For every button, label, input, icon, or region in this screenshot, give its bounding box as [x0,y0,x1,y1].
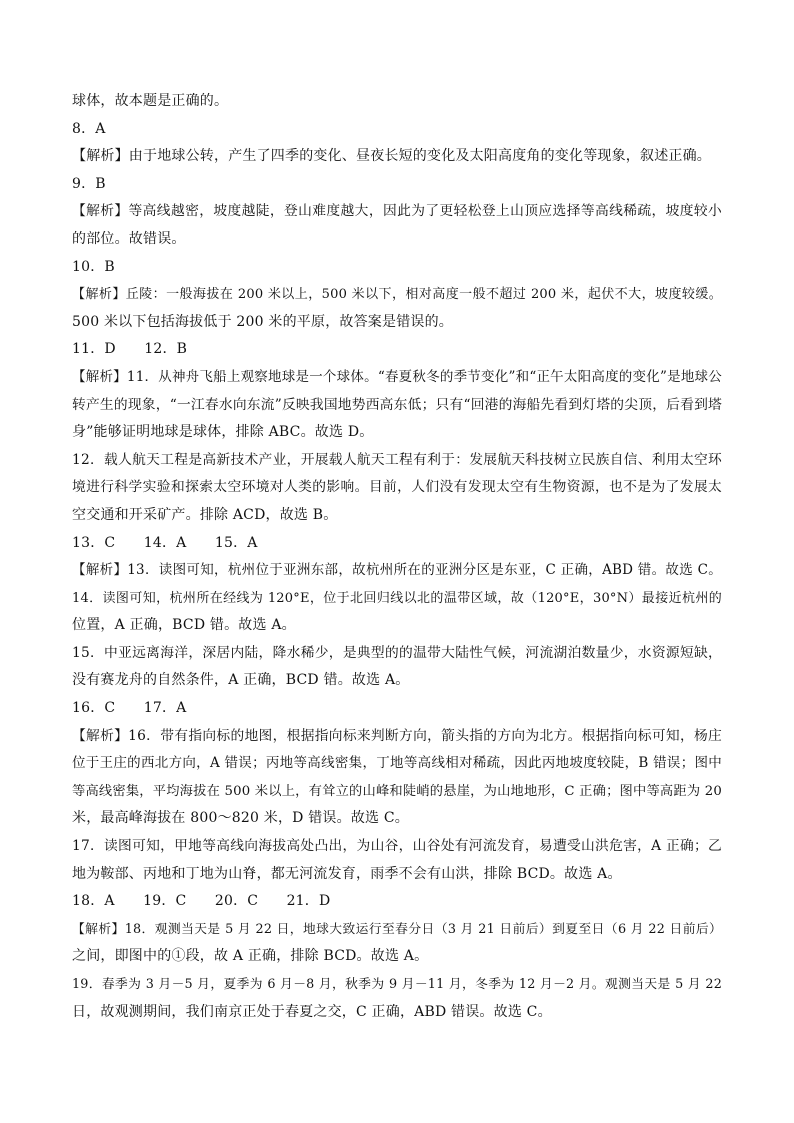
text-line: 空交通和开采矿产。排除 ACD，故选 B。 [72,506,338,523]
text-line: 位置，A 正确，BCD 错。故选 A。 [72,617,296,634]
text-line: 【解析】11．从神舟飞船上观察地球是一个球体。“春夏秋冬的季节变化”和“正午太阳高度的变化”是地球公 [72,368,722,385]
text-line: 球体，故本题是正确的。 [72,93,229,109]
text-line: 【解析】丘陵：一般海拔在 200 米以上，500 米以下，相对高度一般不超过 200 米，起伏不大，坡度较缓。 [72,287,722,303]
text-line: 地为鞍部、丙地和丁地为山脊，都无河流发育，雨季不会有山洪，排除 BCD。故选 A。 [72,865,622,882]
text-line: 17．读图可知，甲地等高线向海拔高处凸出，为山谷，山谷处有河流发育，易遭受山洪危害，A 正确；乙 [72,838,722,855]
text-line: 18．A 19．C 20．C 21．D [72,893,331,910]
text-line: 11．D 12．B [72,341,188,358]
text-line: 没有赛龙舟的自然条件，A 正确，BCD 错。故选 A。 [72,672,410,689]
text-line: 米，最高峰海拔在 800～820 米，D 错误。故选 C。 [72,810,409,827]
text-line: 500 米以下包括海拔低于 200 米的平原，故答案是错误的。 [72,313,453,330]
text-line: 10．B [72,258,115,275]
text-line: 9．B [72,175,106,192]
text-line: 【解析】16．带有指向标的地图，根据指向标来判断方向，箭头指的方向为北方。根据指向标可知，杨庄 [72,727,722,744]
text-line: 之间，即图中的①段，故 A 正确，排除 BCD。故选 A。 [72,948,429,965]
text-line: 【解析】13．读图可知，杭州位于亚洲东部，故杭州所在的亚洲分区是东亚，C 正确，ABD 错。故选 C。 [72,562,722,579]
text-line: 【解析】等高线越密，坡度越陡，登山难度越大，因此为了更轻松登上山顶应选择等高线稀疏，坡度较小 [72,203,722,220]
text-line: 14．读图可知，杭州所在经线为 120°E，位于北回归线以北的温带区域，故（120°E，30°N）最接近杭州的 [72,590,722,606]
text-line: 境进行科学实验和探索太空环境对人类的影响。目前，人们没有发现太空有生物资源，也不是为了发展太 [72,479,722,496]
text-line: 12．载人航天工程是高新技术产业，开展载人航天工程有利于：发展航天科技树立民族自信、利用太空环 [72,451,722,468]
text-line: 日，故观测期间，我们南京正处于春夏之交，C 正确，ABD 错误。故选 C。 [72,1003,552,1020]
text-line: 身”能够证明地球是球体，排除 ABC。故选 D。 [72,424,374,441]
text-line: 转产生的现象，“一江春水向东流”反映我国地势西高东低；只有“回港的海船先看到灯塔的尖顶，后看到塔 [72,396,722,413]
text-line: 13．C 14．A 15．A [72,534,258,551]
text-line: 16．C 17．A [72,700,187,717]
text-line: 的部位。故错误。 [72,230,186,247]
text-line: 8．A [72,120,106,137]
text-line: 【解析】由于地球公转，产生了四季的变化、昼夜长短的变化及太阳高度角的变化等现象，叙述正确。 [72,148,711,165]
text-line: 19．春季为 3 月－5 月，夏季为 6 月－8 月，秋季为 9 月－11 月，冬季为 12 月－2 月。观测当天是 5 月 22 [72,977,722,992]
text-line: 等高线密集，平均海拔在 500 米以上，有耸立的山峰和陡峭的悬崖，为山地地形，C 正确；图中等高距为 20 [72,783,722,799]
text-line: 15．中亚远离海洋，深居内陆，降水稀少，是典型的的温带大陆性气候，河流湖泊数量少，水资源短缺， [72,644,722,661]
text-line: 【解析】18．观测当天是 5 月 22 日，地球大致运行至春分日（3 月 21 日前后）到夏至日（6 月 22 日前后） [72,921,722,937]
text-line: 位于王庄的西北方向，A 错误；丙地等高线密集，丁地等高线相对稀疏，因此丙地坡度较陡，B 错误；图中 [72,755,722,772]
answer-explanations [72,88,722,1026]
